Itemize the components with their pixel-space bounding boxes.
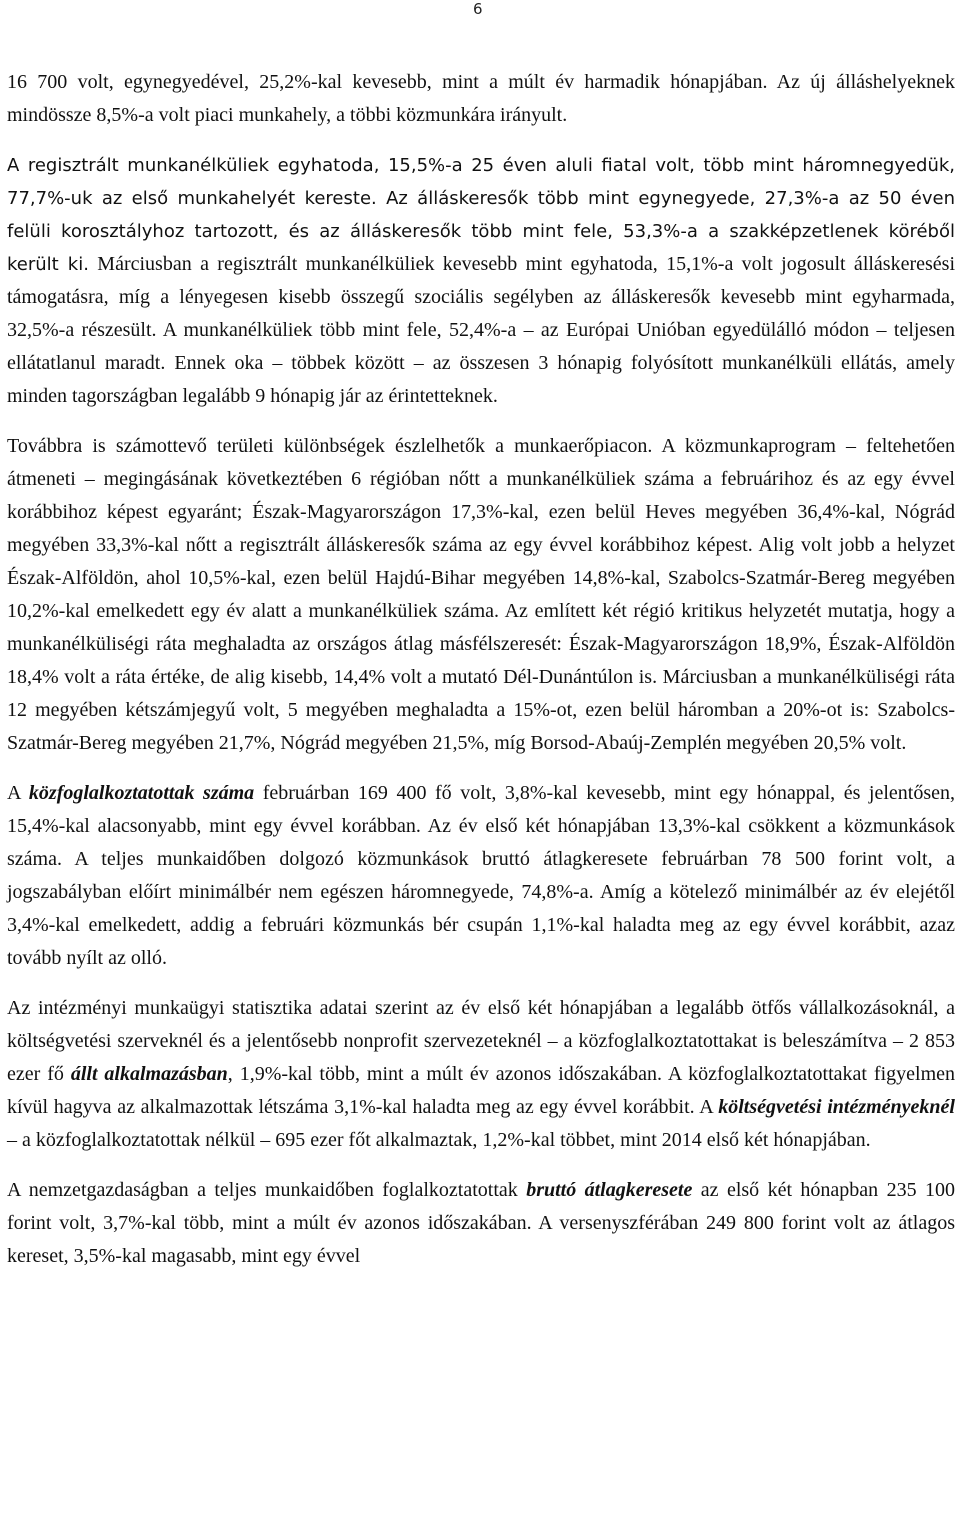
paragraph-1 <box>7 66 955 132</box>
paragraph-4 <box>7 777 955 975</box>
paragraph-5 <box>7 992 955 1157</box>
text-segment: februárban 169 400 fő volt, 3,8%-kal kevesebb, mint egy hónappal, és jelentősen, 15,4%-kal alacsonyabb, mint egy évvel korábban. Az év első két hónapjában 13,3%-kal csökkent a közmunkások száma. A teljes munkaidőben dolgozó közmunkások bruttó átlagkeresete februárban 78 500 forint volt, a jogszabályban előírt minimálbér nem egészen háromnegyede, 74,8%-a. Amíg a kötelező minimálbér az év elejétől 3,4%-kal emelkedett, addig a februári közmunkás bér csupán 1,1%-kal haladta meg az egy évvel korábbit, azaz tovább nyílt az olló. <box>7 782 955 969</box>
text-segment: , 1,9%-kal több, mint a múlt év azonos időszakában. A közfoglalkoztatottakat figyelmen kívül hagyva az alkalmazottak létszáma 3,1%-kal haladta meg az egy évvel korábbit. A <box>7 1063 956 1118</box>
emphasized-term: bruttó átlagkeresete <box>526 1179 693 1201</box>
text-segment: – a közfoglalkoztatottak nélkül – 695 ezer főt alkalmaztak, 1,2%-kal többet, mint 2014 első két hónapjában. <box>7 1129 871 1151</box>
text-segment: A <box>7 782 29 804</box>
text-segment: Továbbra is számottevő területi különbségek észlelhetők a munkaerőpiacon. A közmunkaprogram – feltehetően átmeneti – megingásának következtében 6 régióban nőtt a munkanélküliek száma a februárihoz és az egy évvel korábbihoz képest egyaránt; Észak-Magyarországon 17,3%-kal, ezen belül Heves megyében 36,4%-kal, Nógrád megyében 33,3%-kal nőtt a regisztrált álláskeresők száma az egy évvel korábbihoz képest. Alig volt jobb a helyzet Észak-Alföldön, ahol 10,5%-kal, ezen belül Hajdú-Bihar megyében 14,8%-kal, Szabolcs-Szatmár-Bereg megyében 10,2%-kal emelkedett egy év alatt a munkanélküliek száma. Az említett két régió kritikus helyzetét mutatja, hogy a munkanélküliségi ráta meghaladta az országos átlag másfélszeresét: Észak-Magyarországon 18,9%, Észak-Alföldön 18,4% volt a ráta értéke, de alig kisebb, 14,4% volt a mutató Dél-Dunántúlon is. Márciusban a munkanélküliségi ráta 12 megyében kétszámjegyű volt, 5 megyében meghaladta a 15%-ot, ezen belül háromban a 20%-ot is: Szabolcs-Szatmár-Bereg megyében 21,7%, Nógrád megyében 21,5%, míg Borsod-Abaúj-Zemplén megyében 20,5% volt. <box>7 435 955 754</box>
paragraph-3 <box>7 430 955 760</box>
emphasized-term: állt alkalmazásban <box>70 1063 228 1085</box>
text-segment: A regisztrált munkanélküliek egyhatoda, 15,5%-a 25 éven aluli fiatal volt, több mint háromnegyedük, 77,7%-uk az első munkahelyét kereste. Az álláskeresők több mint egynegyede, 27,3%-a az 50 éven felüli korosztályhoz tartozott, és az álláskeresők több mint fele, 53,3%-a a szakképzetlenek köréből került ki. <box>7 155 955 275</box>
text-segment: 16 700 volt, egynegyedével, 25,2%-kal kevesebb, mint a múlt év harmadik hónapjában. Az új álláshelyeknek mindössze 8,5%-a volt piaci munkahely, a többi közmunkára irányult. <box>7 71 955 126</box>
text-segment: az első két hónapban 235 100 forint volt, 3,7%-kal több, mint a múlt év azonos időszakában. A versenyszférában 249 800 forint volt az átlagos kereset, 3,5%-kal magasabb, mint egy évvel <box>7 1179 955 1267</box>
body-text <box>7 66 955 1290</box>
page-number: 6 <box>473 0 483 18</box>
emphasized-term: közfoglalkoztatottak száma <box>28 782 255 804</box>
paragraph-2 <box>7 149 955 413</box>
text-segment: Márciusban a regisztrált munkanélküliek kevesebb mint egyhatoda, 15,1%-a volt jogosult álláskeresési támogatásra, míg a lényegesen kisebb összegű szociális segélyben az álláskeresők kevesebb mint egyharmada, 32,5%-a részesült. A munkanélküliek több mint fele, 52,4%-a – az Európai Unióban egyedülálló módon – teljesen ellátatlanul maradt. Ennek oka – többek között – az összesen 3 hónapig folyósított munkanélküli ellátás, amely minden tagországban legalább 9 hónapig jár az érintetteknek. <box>7 253 956 407</box>
emphasized-term: költségvetési intézményeknél <box>718 1096 955 1118</box>
text-segment: Az intézményi munkaügyi statisztika adatai szerint az év első két hónapjában a legalább ötfős vállalkozásoknál, a költségvetési szerveknél és a jelentősebb nonprofit szervezeteknél – a közfoglalkoztatottakat is beleszámítva – 2 853 ezer fő <box>7 997 955 1085</box>
text-segment: A nemzetgazdaságban a teljes munkaidőben foglalkoztatottak <box>7 1179 527 1201</box>
paragraph-6 <box>7 1174 955 1273</box>
